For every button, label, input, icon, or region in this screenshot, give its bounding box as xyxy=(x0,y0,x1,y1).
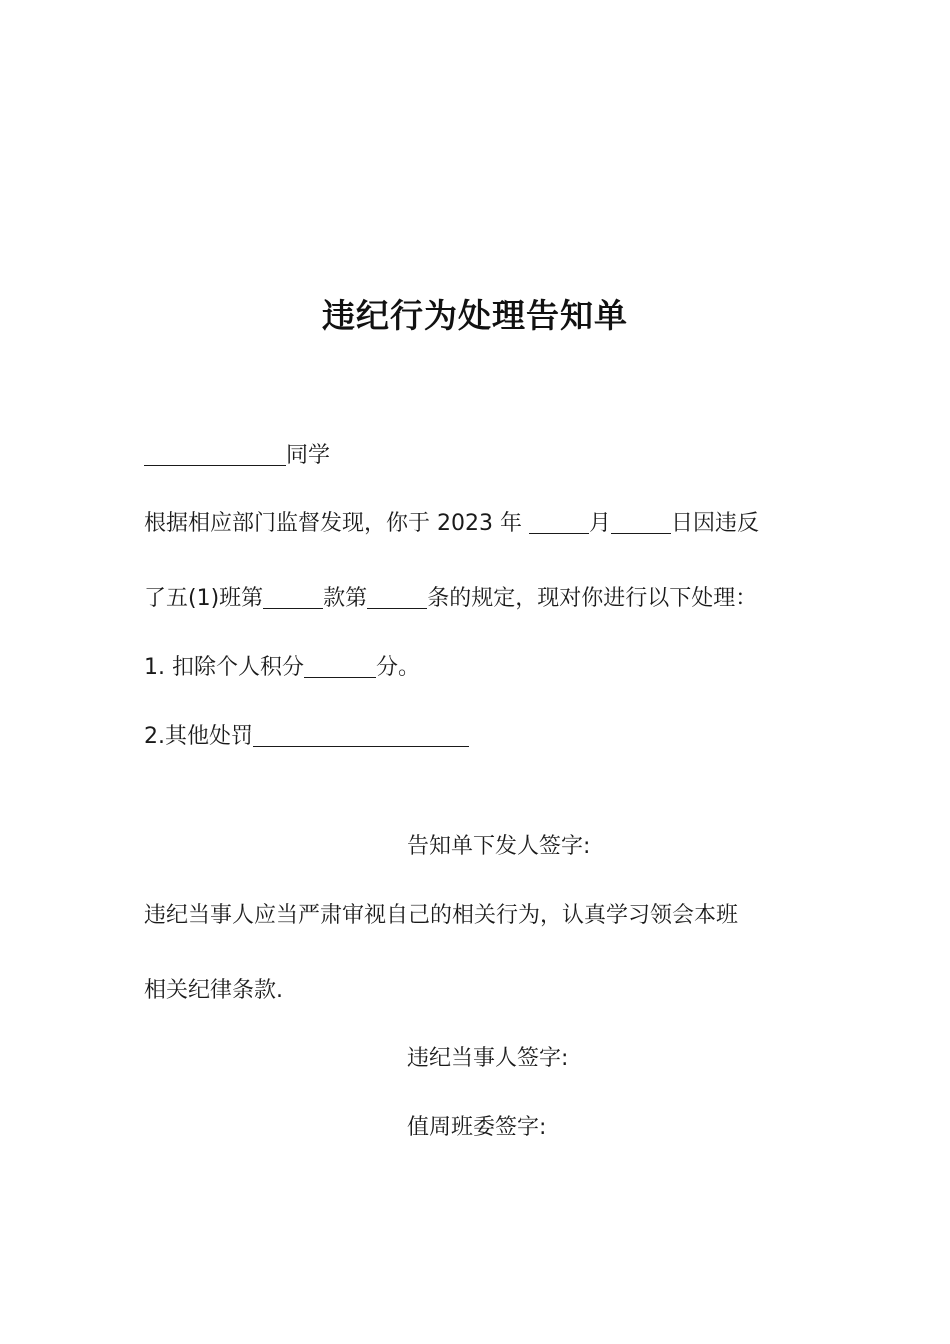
party-signature-label: 违纪当事人签字: xyxy=(407,1046,569,1071)
item-1-line xyxy=(144,653,420,683)
paragraph-line-2 xyxy=(144,584,757,614)
month-blank xyxy=(529,509,589,534)
student-line xyxy=(144,441,330,471)
para2-text-c: 条的规定，现对你进行以下处理： xyxy=(427,586,758,611)
item1-text-b: 分。 xyxy=(375,655,420,680)
points-blank xyxy=(304,653,376,678)
notice-line-1: 违纪当事人应当严肃审视自己的相关行为，认真学习领会本班 xyxy=(144,903,739,928)
student-name-blank xyxy=(144,441,286,466)
para1-text-b: 月 xyxy=(588,511,611,536)
para1-text-c: 日因违反 xyxy=(671,511,760,536)
paragraph-line-1 xyxy=(144,509,759,539)
article-blank xyxy=(367,584,427,609)
issuer-signature-label: 告知单下发人签字: xyxy=(407,834,591,859)
other-penalty-blank xyxy=(253,722,469,747)
clause-blank xyxy=(263,584,323,609)
item2-text-a: 2.其他处罚 xyxy=(144,724,253,749)
item-2-line xyxy=(144,722,469,752)
item1-text-a: 1. 扣除个人积分 xyxy=(144,655,304,680)
para2-text-b: 款第 xyxy=(323,586,368,611)
notice-line-2: 相关纪律条款. xyxy=(144,978,283,1003)
student-suffix: 同学 xyxy=(286,443,331,468)
document-title: 违纪行为处理告知单 xyxy=(322,296,628,335)
para1-text-a: 根据相应部门监督发现，你于 2023 年 xyxy=(144,511,529,536)
day-blank xyxy=(611,509,671,534)
para2-text-a: 了五(1)班第 xyxy=(144,586,264,611)
monitor-signature-label: 值周班委签字: xyxy=(407,1115,547,1140)
